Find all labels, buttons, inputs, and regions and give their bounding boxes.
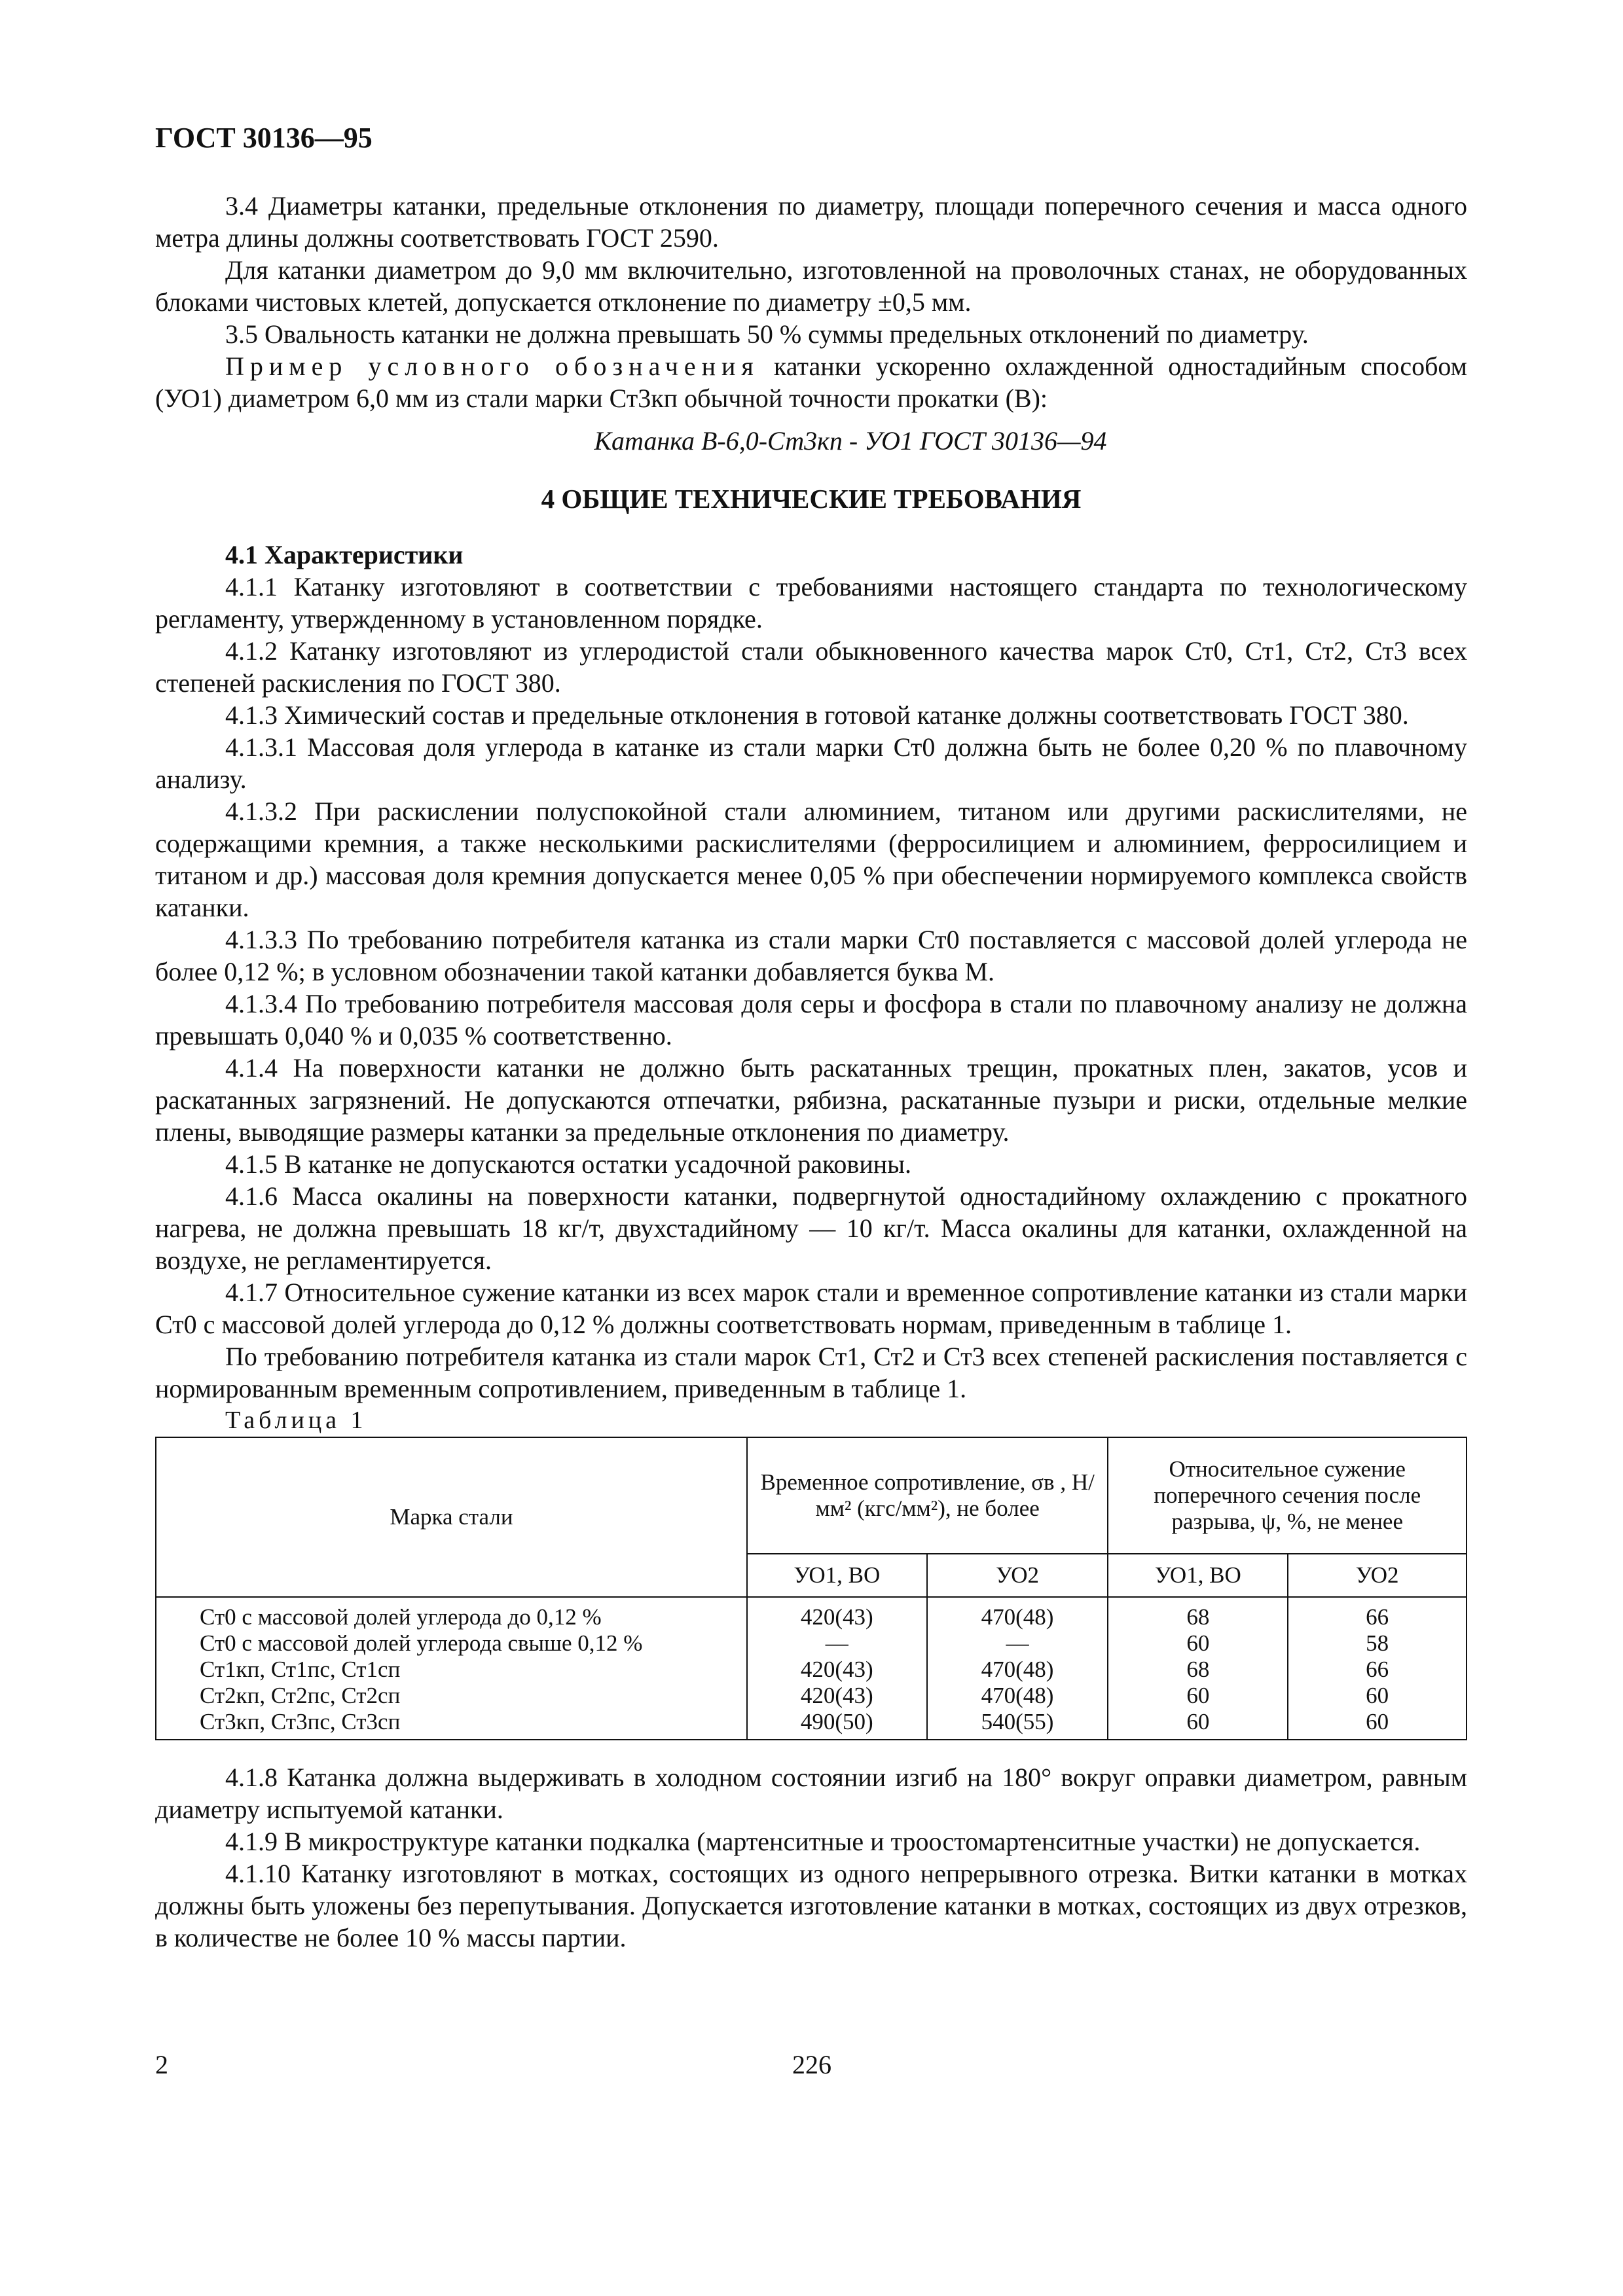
example-designation: Катанка В-6,0-Ст3кп - УО1 ГОСТ 30136—94 bbox=[594, 426, 1107, 456]
cell-reduction-uo1: 60 bbox=[1108, 1630, 1288, 1657]
cell-strength-uo2: 540(55) bbox=[927, 1709, 1108, 1740]
cell-reduction-uo2: 66 bbox=[1288, 1657, 1467, 1683]
table-1 bbox=[155, 1437, 1467, 1740]
paragraph-3-5: 3.5 Овальность катанки не должна превышать 50 % суммы предельных отклонений по диаметру. bbox=[225, 319, 1309, 349]
paragraph-3-4: 3.4 Диаметры катанки, предельные отклонения по диаметру, площади поперечного сечения и масса одного метра длины должны соответствовать ГОСТ 2590. bbox=[155, 191, 1467, 253]
paragraph-4-1-2: 4.1.2 Катанку изготовляют из углеродистой стали обыкновенного качества марок Ст0, Ст1, Ст2, Ст3 всех степеней раскисления по ГОСТ 380. bbox=[155, 636, 1467, 698]
paragraph-4-1-3-2: 4.1.3.2 При раскислении полуспокойной стали алюминием, титаном или другими раскислителями, не содержащими кремния, а также несколькими раскислителями (ферросилицием и алюминием, ферросилицием и титаном и др.) массовая доля кремния допускается менее 0,05 % при обеспечении нормируемого комплекса свойств катанки. bbox=[155, 797, 1467, 922]
cell-reduction-uo1: 60 bbox=[1108, 1683, 1288, 1709]
cell-strength-uo2: 470(48) bbox=[927, 1597, 1108, 1630]
cell-strength-uo2: 470(48) bbox=[927, 1657, 1108, 1683]
subheader-strength-uo1: УО1, ВО bbox=[747, 1554, 927, 1597]
section-title: 4 ОБЩИЕ ТЕХНИЧЕСКИЕ ТРЕБОВАНИЯ bbox=[541, 484, 1082, 514]
paragraph-4-1-7: 4.1.7 Относительное сужение катанки из всех марок стали и временное сопротивление катанки из стали марки Ст0 с массовой долей углерода до 0,12 % должны соответствовать нормам, приведенным в таблице 1. bbox=[155, 1278, 1467, 1339]
example-text: катанки ускоренно охлажденной одностадийным способом (УО1) диаметром 6,0 мм из стали марки Ст3кп обычной точности прокатки (В): bbox=[155, 351, 1467, 413]
cell-strength-uo1: 420(43) bbox=[747, 1657, 927, 1683]
cell-reduction-uo2: 60 bbox=[1288, 1683, 1467, 1709]
example-label: Пример условного обозначения bbox=[225, 351, 759, 381]
table-row bbox=[156, 1597, 1467, 1630]
paragraph-4-1-3-3: 4.1.3.3 По требованию потребителя катанка из стали марки Ст0 поставляется с массовой долей углерода не более 0,12 %; в условном обозначении такой катанки добавляется буква М. bbox=[155, 925, 1467, 986]
cell-grade: Ст0 с массовой долей углерода свыше 0,12 % bbox=[156, 1630, 747, 1657]
cell-reduction-uo1: 68 bbox=[1108, 1657, 1288, 1683]
table-label: Таблица 1 bbox=[225, 1407, 367, 1434]
paragraph-3-4-note: Для катанки диаметром до 9,0 мм включительно, изготовленной на проволочных станах, не оборудованных блоками чистовых клетей, допускается отклонение по диаметру ±0,5 мм. bbox=[155, 255, 1467, 317]
paragraph-4-1-8: 4.1.8 Катанка должна выдерживать в холодном состоянии изгиб на 180° вокруг оправки диаметром, равным диаметру испытуемой катанки. bbox=[155, 1763, 1467, 1824]
col-header-grade: Марка стали bbox=[156, 1437, 747, 1597]
table-row bbox=[156, 1630, 1467, 1657]
cell-grade: Ст0 с массовой долей углерода до 0,12 % bbox=[156, 1597, 747, 1630]
cell-strength-uo1: 490(50) bbox=[747, 1709, 927, 1740]
cell-reduction-uo2: 66 bbox=[1288, 1597, 1467, 1630]
document-code-header: ГОСТ 30136—95 bbox=[155, 122, 373, 154]
cell-strength-uo1: — bbox=[747, 1630, 927, 1657]
table-row bbox=[156, 1683, 1467, 1709]
cell-reduction-uo1: 60 bbox=[1108, 1709, 1288, 1740]
table-row bbox=[156, 1709, 1467, 1740]
paragraph-4-1-9: 4.1.9 В микроструктуре катанки подкалка (мартенситные и троостомартенситные участки) не допускается. bbox=[225, 1827, 1421, 1856]
col-header-strength: Временное сопротивление, σв , Н/мм² (кгс/мм²), не более bbox=[747, 1437, 1108, 1554]
sheet-number: 226 bbox=[792, 2050, 831, 2079]
col-header-reduction: Относительное сужение поперечного сечения после разрыва, ψ, %, не менее bbox=[1108, 1437, 1467, 1554]
paragraph-4-1-6: 4.1.6 Масса окалины на поверхности катанки, подвергнутой одностадийному охлаждению с прокатного нагрева, не должна превышать 18 кг/т, двухстадийному — 10 кг/т. Масса окалины для катанки, охлажденной на воздухе, не регламентируется. bbox=[155, 1181, 1467, 1275]
subheader-reduction-uo1: УО1, ВО bbox=[1108, 1554, 1288, 1597]
cell-reduction-uo2: 58 bbox=[1288, 1630, 1467, 1657]
cell-grade: Ст3кп, Ст3пс, Ст3сп bbox=[156, 1709, 747, 1740]
subsection-heading: 4.1 Характеристики bbox=[225, 540, 464, 569]
paragraph-4-1-1: 4.1.1 Катанку изготовляют в соответствии с требованиями настоящего стандарта по технологическому регламенту, утвержденному в установленном порядке. bbox=[155, 572, 1467, 634]
table-row bbox=[156, 1657, 1467, 1683]
paragraph-4-1-3-1: 4.1.3.1 Массовая доля углерода в катанке из стали марки Ст0 должна быть не более 0,20 % по плавочному анализу. bbox=[155, 732, 1467, 794]
paragraph-4-1-3-4: 4.1.3.4 По требованию потребителя массовая доля серы и фосфора в стали по плавочному анализу не должна превышать 0,040 % и 0,035 % соответственно. bbox=[155, 989, 1467, 1050]
paragraph-4-1-4: 4.1.4 На поверхности катанки не должно быть раскатанных трещин, прокатных плен, закатов, усов и раскатанных загрязнений. Не допускаются отпечатки, рябизна, раскатанные пузыри и риски, отдельные мелкие плены, выводящие размеры катанки за предельные отклонения по диаметру. bbox=[155, 1053, 1467, 1147]
cell-strength-uo2: — bbox=[927, 1630, 1108, 1657]
page-number: 2 bbox=[155, 2050, 168, 2079]
subheader-strength-uo2: УО2 bbox=[927, 1554, 1108, 1597]
cell-reduction-uo1: 68 bbox=[1108, 1597, 1288, 1630]
paragraph-4-1-7-note: По требованию потребителя катанка из стали марок Ст1, Ст2 и Ст3 всех степеней раскисления поставляется с нормированным временным сопротивлением, приведенным в таблице 1. bbox=[155, 1342, 1467, 1403]
cell-reduction-uo2: 60 bbox=[1288, 1709, 1467, 1740]
subheader-reduction-uo2: УО2 bbox=[1288, 1554, 1467, 1597]
cell-strength-uo1: 420(43) bbox=[747, 1683, 927, 1709]
paragraph-4-1-10: 4.1.10 Катанку изготовляют в мотках, состоящих из одного непрерывного отрезка. Витки катанки в мотках должны быть уложены без перепутывания. Допускается изготовление катанки в мотках, состоящих из двух отрезков, в количестве не более 10 % массы партии. bbox=[155, 1859, 1467, 1952]
paragraph-4-1-3: 4.1.3 Химический состав и предельные отклонения в готовой катанке должны соответствовать ГОСТ 380. bbox=[225, 700, 1409, 730]
example-paragraph bbox=[155, 350, 1467, 414]
cell-grade: Ст2кп, Ст2пс, Ст2сп bbox=[156, 1683, 747, 1709]
cell-strength-uo1: 420(43) bbox=[747, 1597, 927, 1630]
page-content bbox=[155, 190, 1467, 1954]
cell-strength-uo2: 470(48) bbox=[927, 1683, 1108, 1709]
paragraph-4-1-5: 4.1.5 В катанке не допускаются остатки усадочной раковины. bbox=[225, 1149, 912, 1179]
cell-grade: Ст1кп, Ст1пс, Ст1сп bbox=[156, 1657, 747, 1683]
